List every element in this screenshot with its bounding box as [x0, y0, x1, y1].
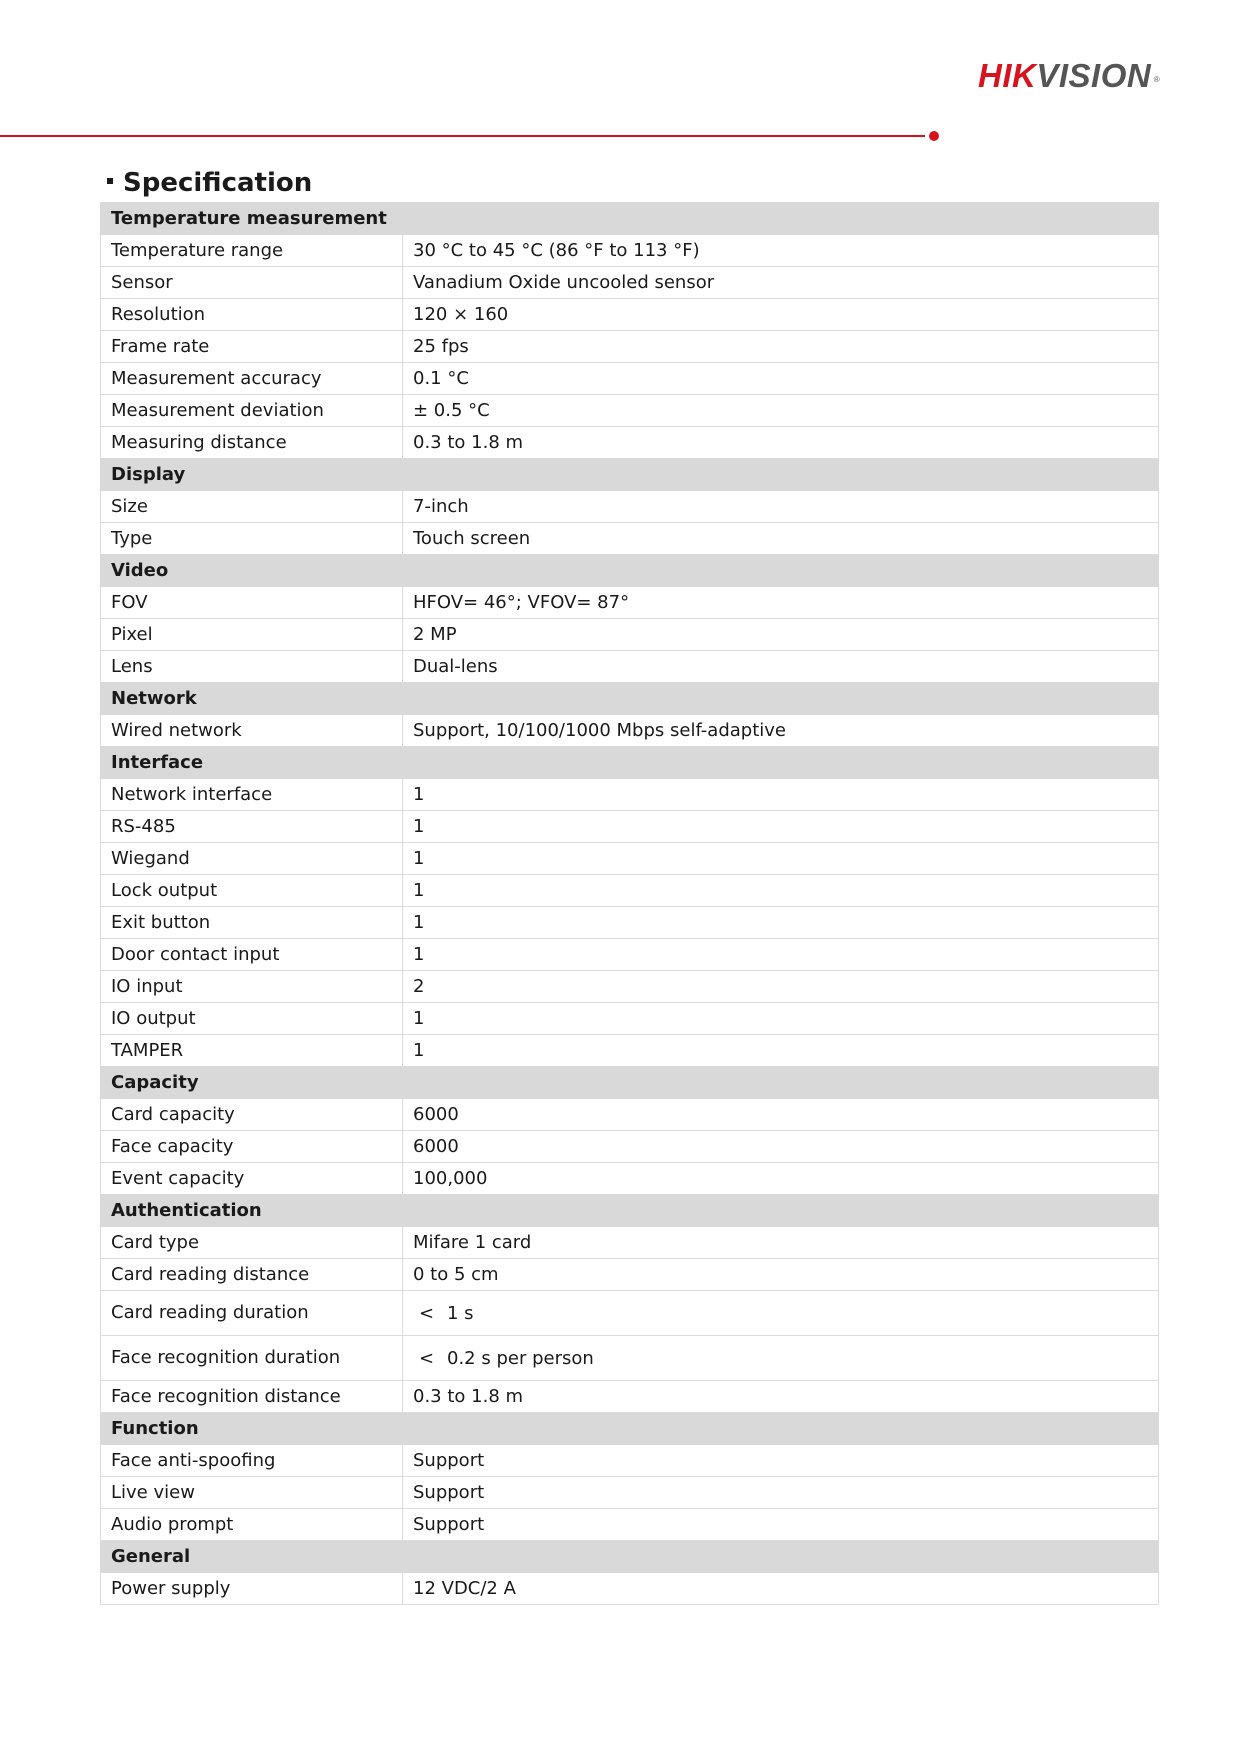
spec-label: Measuring distance: [101, 427, 403, 459]
spec-value: 0.3 to 1.8 m: [403, 1381, 1159, 1413]
spec-value: Vanadium Oxide uncooled sensor: [403, 267, 1159, 299]
table-row: [101, 971, 1159, 1003]
spec-label: Network interface: [101, 779, 403, 811]
spec-label: Face capacity: [101, 1131, 403, 1163]
table-row: [101, 939, 1159, 971]
table-section-header: [101, 1067, 1159, 1099]
table-section-header: [101, 203, 1159, 235]
spec-value: HFOV= 46°; VFOV= 87°: [403, 587, 1159, 619]
spec-label: Frame rate: [101, 331, 403, 363]
spec-value: 7-inch: [403, 491, 1159, 523]
spec-value: 1: [403, 779, 1159, 811]
spec-label: Live view: [101, 1477, 403, 1509]
spec-value: 6000: [403, 1099, 1159, 1131]
table-row: [101, 907, 1159, 939]
spec-value: 0.3 to 1.8 m: [403, 427, 1159, 459]
table-row: [101, 1509, 1159, 1541]
table-row: [101, 1099, 1159, 1131]
spec-label: Card capacity: [101, 1099, 403, 1131]
section-header-cell: Video: [101, 555, 1159, 587]
spec-value: Mifare 1 card: [403, 1227, 1159, 1259]
spec-label: Card reading distance: [101, 1259, 403, 1291]
table-section-header: [101, 1413, 1159, 1445]
section-header-cell: Interface: [101, 747, 1159, 779]
table-section-header: [101, 1541, 1159, 1573]
table-row: [101, 875, 1159, 907]
table-row: [101, 843, 1159, 875]
spec-value: 1: [403, 811, 1159, 843]
table-row: [101, 1336, 1159, 1381]
spec-label: Exit button: [101, 907, 403, 939]
spec-value: Dual-lens: [403, 651, 1159, 683]
spec-value: 2: [403, 971, 1159, 1003]
spec-value: 1: [403, 843, 1159, 875]
table-row: [101, 427, 1159, 459]
spec-value: ± 0.5 °C: [403, 395, 1159, 427]
spec-label: Audio prompt: [101, 1509, 403, 1541]
spec-label: TAMPER: [101, 1035, 403, 1067]
header-rule: [0, 135, 925, 137]
specification-table: [100, 202, 1159, 1605]
table-row: [101, 1003, 1159, 1035]
spec-label: Type: [101, 523, 403, 555]
spec-label: Wired network: [101, 715, 403, 747]
table-row: [101, 299, 1159, 331]
spec-value: Touch screen: [403, 523, 1159, 555]
spec-label: Face recognition duration: [101, 1336, 403, 1381]
logo-text-red: HIK: [978, 57, 1037, 94]
table-row: [101, 1291, 1159, 1336]
spec-label: Resolution: [101, 299, 403, 331]
table-row: [101, 1259, 1159, 1291]
spec-value: Support, 10/100/1000 Mbps self-adaptive: [403, 715, 1159, 747]
spec-label: Size: [101, 491, 403, 523]
section-header-cell: Network: [101, 683, 1159, 715]
table-row: [101, 523, 1159, 555]
section-header-cell: General: [101, 1541, 1159, 1573]
spec-label: Event capacity: [101, 1163, 403, 1195]
spec-value: 12 VDC/2 A: [403, 1573, 1159, 1605]
table-row: [101, 811, 1159, 843]
spec-value-prefix: <: [419, 1303, 435, 1324]
spec-value: 6000: [403, 1131, 1159, 1163]
table-row: [101, 651, 1159, 683]
spec-value: [403, 1291, 1159, 1336]
table-row: [101, 491, 1159, 523]
spec-label: Temperature range: [101, 235, 403, 267]
section-header-cell: Function: [101, 1413, 1159, 1445]
table-row: [101, 619, 1159, 651]
spec-value-text: 0.2 s per person: [447, 1348, 594, 1369]
table-row: [101, 1477, 1159, 1509]
table-section-header: [101, 459, 1159, 491]
spec-label: Card type: [101, 1227, 403, 1259]
spec-value: 1: [403, 939, 1159, 971]
spec-value: 1: [403, 1035, 1159, 1067]
table-row: [101, 1163, 1159, 1195]
table-row: [101, 1381, 1159, 1413]
spec-label: Card reading duration: [101, 1291, 403, 1336]
spec-value: Support: [403, 1477, 1159, 1509]
spec-label: Door contact input: [101, 939, 403, 971]
spec-value: 100,000: [403, 1163, 1159, 1195]
specification-table-body: [101, 203, 1159, 1605]
spec-label: IO input: [101, 971, 403, 1003]
spec-label: Measurement accuracy: [101, 363, 403, 395]
spec-value-prefix: <: [419, 1348, 435, 1369]
table-row: [101, 235, 1159, 267]
spec-value: 30 °C to 45 °C (86 °F to 113 °F): [403, 235, 1159, 267]
spec-value: 0.1 °C: [403, 363, 1159, 395]
spec-label: Wiegand: [101, 843, 403, 875]
spec-label: Face recognition distance: [101, 1381, 403, 1413]
header-rule-dot: [929, 131, 939, 141]
table-row: [101, 1445, 1159, 1477]
spec-label: Pixel: [101, 619, 403, 651]
table-row: [101, 715, 1159, 747]
spec-label: Sensor: [101, 267, 403, 299]
spec-value: 1: [403, 1003, 1159, 1035]
spec-value: Support: [403, 1445, 1159, 1477]
spec-value: Support: [403, 1509, 1159, 1541]
registered-mark: ®: [1153, 75, 1161, 84]
table-section-header: [101, 1195, 1159, 1227]
spec-value: 25 fps: [403, 331, 1159, 363]
section-header-cell: Temperature measurement: [101, 203, 1159, 235]
table-section-header: [101, 747, 1159, 779]
spec-label: Lens: [101, 651, 403, 683]
spec-label: FOV: [101, 587, 403, 619]
spec-label: Power supply: [101, 1573, 403, 1605]
table-row: [101, 395, 1159, 427]
table-row: [101, 267, 1159, 299]
logo-text-gray: VISION: [1036, 57, 1152, 94]
table-row: [101, 363, 1159, 395]
table-row: [101, 779, 1159, 811]
hikvision-logo: [978, 56, 1161, 96]
section-header-cell: Capacity: [101, 1067, 1159, 1099]
table-row: [101, 1035, 1159, 1067]
spec-value: [403, 1336, 1159, 1381]
table-row: [101, 587, 1159, 619]
spec-label: RS-485: [101, 811, 403, 843]
spec-label: Measurement deviation: [101, 395, 403, 427]
spec-label: Lock output: [101, 875, 403, 907]
spec-value-text: 1 s: [447, 1303, 474, 1324]
table-section-header: [101, 555, 1159, 587]
section-title: [107, 166, 312, 200]
table-row: [101, 1573, 1159, 1605]
spec-value: 0 to 5 cm: [403, 1259, 1159, 1291]
table-row: [101, 1227, 1159, 1259]
spec-value: 120 × 160: [403, 299, 1159, 331]
section-title-text: Specification: [123, 168, 313, 198]
table-row: [101, 331, 1159, 363]
spec-value: 1: [403, 907, 1159, 939]
spec-value: 1: [403, 875, 1159, 907]
spec-label: Face anti-spoofing: [101, 1445, 403, 1477]
table-row: [101, 1131, 1159, 1163]
table-section-header: [101, 683, 1159, 715]
spec-value: 2 MP: [403, 619, 1159, 651]
spec-label: IO output: [101, 1003, 403, 1035]
section-header-cell: Authentication: [101, 1195, 1159, 1227]
square-bullet-icon: [107, 178, 113, 184]
section-header-cell: Display: [101, 459, 1159, 491]
